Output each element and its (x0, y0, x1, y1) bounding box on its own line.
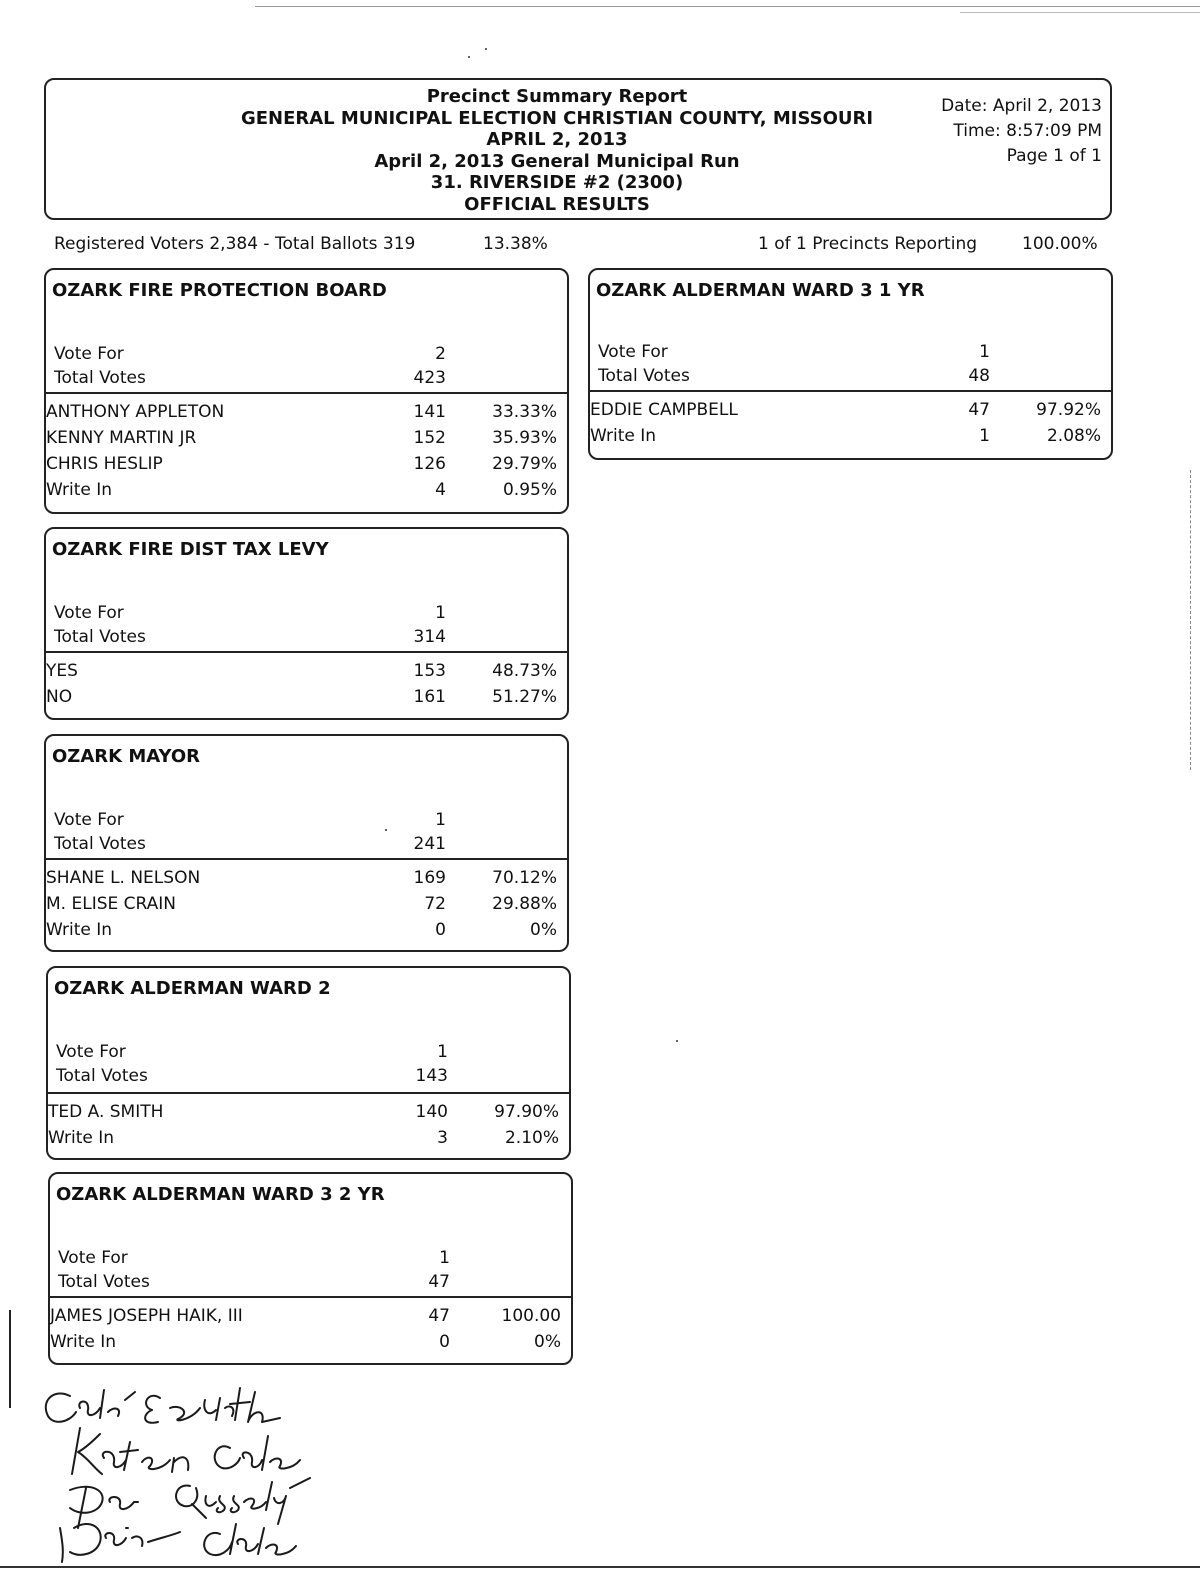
candidate-name: Write In (590, 426, 657, 446)
total-votes-label: Total Votes (598, 366, 690, 386)
report-title-block (46, 86, 1068, 215)
report-title: Precinct Summary Report (426, 86, 688, 107)
candidate-row (590, 400, 1111, 426)
registered-voters: Registered Voters 2,384 - Total Ballots 319 (54, 234, 416, 254)
candidate-row (50, 1306, 571, 1332)
precinct-name: 31. RIVERSIDE #2 (2300) (430, 172, 684, 193)
candidate-name: Write In (48, 1128, 115, 1148)
race-divider (44, 392, 569, 394)
scan-speck (468, 56, 470, 58)
race-box (46, 966, 571, 1160)
candidate-name: TED A. SMITH (48, 1102, 164, 1122)
candidate-percent: 29.79% (492, 454, 557, 474)
candidate-percent: 0% (530, 920, 557, 940)
candidate-row (46, 454, 567, 480)
race-divider (44, 651, 569, 653)
candidate-row (46, 868, 567, 894)
vote-for-value: 1 (979, 342, 990, 362)
candidate-votes: 161 (413, 687, 446, 707)
race-title: OZARK FIRE PROTECTION BOARD (52, 280, 387, 301)
turnout-percent: 13.38% (483, 234, 548, 254)
scan-speck (485, 48, 487, 50)
election-date: APRIL 2, 2013 (486, 129, 628, 150)
vote-for-label: Vote For (58, 1248, 128, 1268)
candidate-votes: 153 (413, 661, 446, 681)
candidate-name: KENNY MARTIN JR (46, 428, 197, 448)
vote-for-value: 1 (439, 1248, 450, 1268)
precincts-percent: 100.00% (1022, 234, 1098, 254)
candidate-percent: 97.90% (494, 1102, 559, 1122)
report-time: Time: 8:57:09 PM (953, 121, 1102, 141)
candidate-name: Write In (46, 480, 113, 500)
candidate-row (48, 1128, 569, 1154)
election-name: GENERAL MUNICIPAL ELECTION CHRISTIAN COUNTY, MISSOURI (240, 107, 874, 129)
race-divider (46, 1092, 571, 1094)
candidate-name: EDDIE CAMPBELL (590, 400, 738, 420)
signatures (30, 1378, 350, 1568)
vote-for-value: 1 (435, 603, 446, 623)
race-title: OZARK ALDERMAN WARD 2 (54, 978, 331, 999)
candidate-votes: 47 (968, 400, 990, 420)
total-votes-value: 48 (968, 366, 990, 386)
results-status: OFFICIAL RESULTS (464, 193, 650, 215)
report-header (44, 78, 1112, 220)
vote-for-label: Vote For (54, 603, 124, 623)
candidate-row (48, 1102, 569, 1128)
vote-for-label: Vote For (54, 810, 124, 830)
candidate-percent: 2.08% (1046, 426, 1101, 446)
margin-mark (9, 1310, 11, 1408)
candidate-percent: 100.00 (501, 1306, 561, 1326)
candidate-row (590, 426, 1111, 452)
report-date: Date: April 2, 2013 (941, 96, 1102, 116)
race-box (588, 268, 1113, 460)
candidate-percent: 0.95% (502, 480, 557, 500)
race-box (44, 734, 569, 952)
candidate-votes: 152 (413, 428, 446, 448)
signature-3 (70, 1478, 310, 1528)
vote-for-value: 2 (435, 344, 446, 364)
candidate-percent: 70.12% (492, 868, 557, 888)
candidate-name: M. ELISE CRAIN (46, 894, 176, 914)
candidate-name: Write In (46, 920, 113, 940)
candidate-votes: 126 (413, 454, 446, 474)
candidate-votes: 3 (437, 1128, 448, 1148)
candidate-votes: 4 (435, 480, 446, 500)
vote-for-label: Vote For (54, 344, 124, 364)
total-votes-label: Total Votes (54, 834, 146, 854)
scan-top-line (255, 6, 1200, 7)
candidate-votes: 140 (415, 1102, 448, 1122)
total-votes-value: 143 (415, 1066, 448, 1086)
signature-2 (72, 1428, 300, 1474)
total-votes-value: 423 (413, 368, 446, 388)
race-title: OZARK ALDERMAN WARD 3 2 YR (56, 1184, 385, 1205)
scan-speck (676, 1040, 678, 1042)
total-votes-value: 241 (413, 834, 446, 854)
candidate-row (50, 1332, 571, 1358)
candidate-percent: 35.93% (492, 428, 557, 448)
candidate-name: Write In (50, 1332, 117, 1352)
total-votes-label: Total Votes (58, 1272, 150, 1292)
total-votes-value: 314 (413, 627, 446, 647)
candidate-percent: 0% (534, 1332, 561, 1352)
candidate-percent: 48.73% (492, 661, 557, 681)
run-name: April 2, 2013 General Municipal Run (374, 150, 740, 172)
race-title: OZARK ALDERMAN WARD 3 1 YR (596, 280, 925, 301)
signature-1 (46, 1388, 280, 1423)
candidate-name: ANTHONY APPLETON (46, 402, 225, 422)
candidate-percent: 2.10% (504, 1128, 559, 1148)
candidate-percent: 29.88% (492, 894, 557, 914)
candidate-percent: 97.92% (1036, 400, 1101, 420)
total-votes-label: Total Votes (56, 1066, 148, 1086)
race-box (44, 527, 569, 720)
page-bottom-line (0, 1566, 1200, 1568)
candidate-row (46, 920, 567, 946)
candidate-name: YES (46, 661, 78, 681)
report-meta (941, 94, 1102, 169)
candidate-row (46, 661, 567, 687)
candidate-row (46, 894, 567, 920)
candidate-votes: 169 (413, 868, 446, 888)
total-votes-value: 47 (428, 1272, 450, 1292)
candidate-percent: 33.33% (492, 402, 557, 422)
candidate-name: JAMES JOSEPH HAIK, III (50, 1306, 243, 1326)
candidate-row (46, 687, 567, 713)
race-box (44, 268, 569, 514)
candidate-votes: 1 (979, 426, 990, 446)
race-title: OZARK MAYOR (52, 746, 201, 767)
candidate-row (46, 402, 567, 428)
candidate-votes: 0 (435, 920, 446, 940)
candidate-votes: 47 (428, 1306, 450, 1326)
candidate-name: CHRIS HESLIP (46, 454, 163, 474)
race-divider (44, 858, 569, 860)
signature-4 (60, 1524, 296, 1562)
race-divider (588, 390, 1113, 392)
candidate-votes: 0 (439, 1332, 450, 1352)
race-box (48, 1172, 573, 1365)
candidate-row (46, 480, 567, 506)
vote-for-value: 1 (437, 1042, 448, 1062)
total-votes-label: Total Votes (54, 627, 146, 647)
vote-for-label: Vote For (56, 1042, 126, 1062)
candidate-name: SHANE L. NELSON (46, 868, 201, 888)
candidate-percent: 51.27% (492, 687, 557, 707)
scan-top-line (960, 12, 1200, 13)
total-votes-label: Total Votes (54, 368, 146, 388)
candidate-votes: 72 (424, 894, 446, 914)
vote-for-value: 1 (435, 810, 446, 830)
candidate-name: NO (46, 687, 73, 707)
candidate-votes: 141 (413, 402, 446, 422)
candidate-row (46, 428, 567, 454)
page-number: Page 1 of 1 (1006, 146, 1102, 166)
race-title: OZARK FIRE DIST TAX LEVY (52, 539, 329, 560)
precincts-reporting: 1 of 1 Precincts Reporting (758, 234, 978, 254)
race-divider (48, 1296, 573, 1298)
scan-edge (1190, 470, 1191, 770)
vote-for-label: Vote For (598, 342, 668, 362)
registration-summary (54, 234, 415, 254)
